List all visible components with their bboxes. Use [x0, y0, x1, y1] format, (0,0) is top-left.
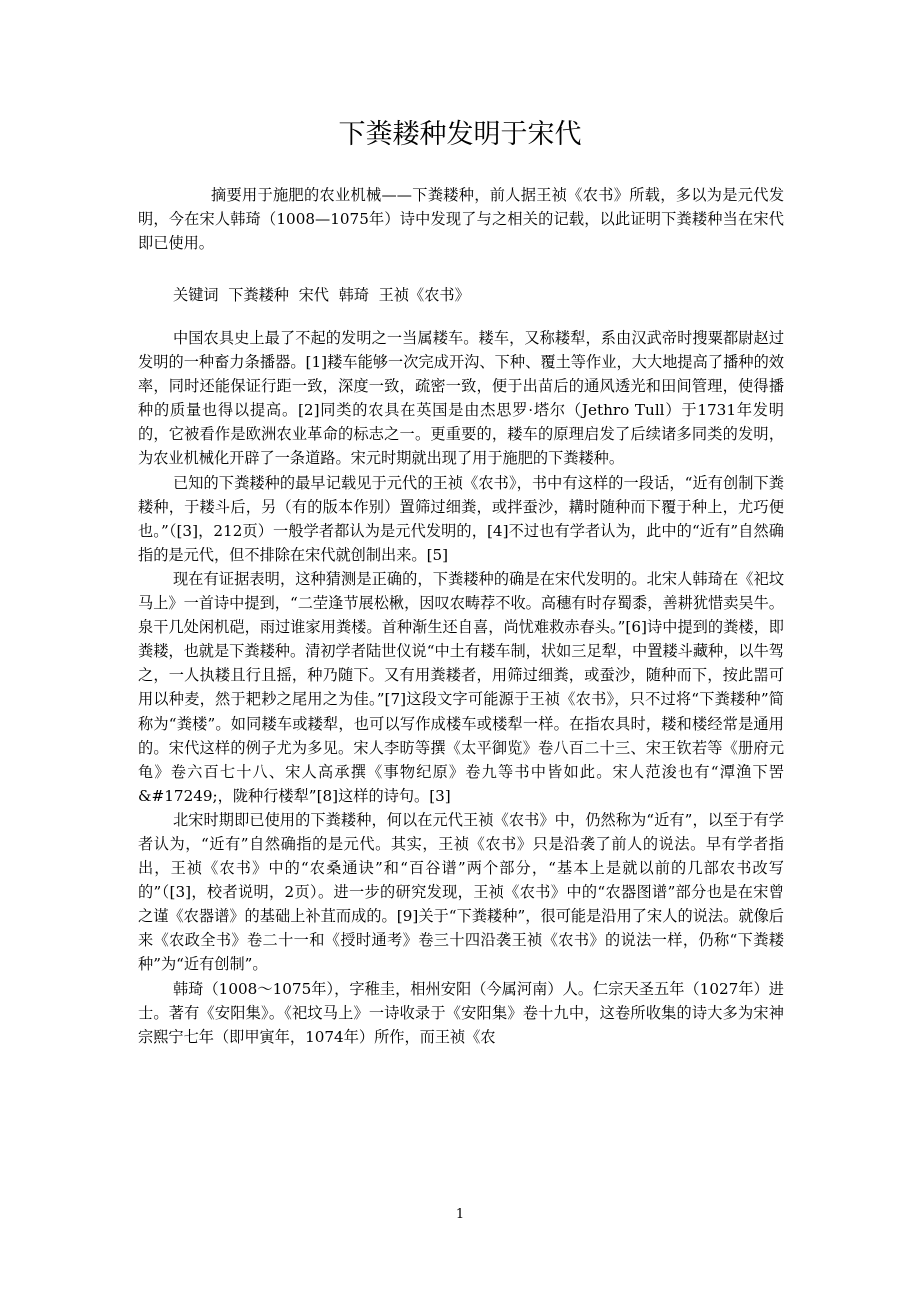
body-paragraph: 韩琦（1008～1075年），字稚圭，相州安阳（今属河南）人。仁宗天圣五年（1027年）进士。著有《安阳集》。《祀坟马上》一诗收录于《安阳集》卷十九中，这卷所收集的诗大多为宋神宗熙宁七年（即甲寅年，1074年）所作，而王祯《农: [138, 979, 784, 1046]
body-paragraph: 北宋时期即已使用的下粪耧种，何以在元代王祯《农书》中，仍然称为“近有”，以至于有学者认为，“近有”自然确指的是元代。其实，王祯《农书》只是沿袭了前人的说法。早有学者指出，王祯《农书》中的“农桑通诀”和“百谷谱”两个部分，“基本上是就以前的几部农书改写的”（[3]，校者说明，2页）。进一步的研究发现，王祯《农书》中的“农器图谱”部分也是在宋曾之谨《农器谱》的基础上补苴而成的。[9]关于“下粪耧种”，很可能是沿用了宋人的说法。就像后来《农政全书》卷二十一和《授时通考》卷三十四沿袭王祯《农书》的说法一样，仍称“下粪耧种”为“近有创制”。: [138, 810, 784, 974]
body-paragraph: 现在有证据表明，这种猜测是正确的，下粪耧种的确是在宋代发明的。北宋人韩琦在《祀坟马上》一首诗中提到，“二茔逢节展松楸，因叹农畴荐不收。高穗有时存蜀黍，善耕犹惜卖吴牛。泉干几处闲机硙，雨过谁家用粪楼。首种渐生还自喜，尚忧难救赤春头。”[6]诗中提到的粪楼，即粪耧，也就是下粪耧种。清初学者陆世仪说“中土有耧车制，状如三足犁，中置耧斗藏种，以牛驾之，一人执耧且行且摇，种乃随下。又有用粪耧者，用筛过细粪，或蚕沙，随种而下，按此噐可用以种麦，然于耙耖之尾用之为佳。”[7]这段文字可能源于王祯《农书》，只不过将“下粪耧种”简称为“粪楼”。如同耧车或耧犁，也可以写作成楼车或楼犁一样。在指农具时，耧和楼经常是通用的。宋代这样的例子尤为多见。宋人李昉等撰《太平御览》卷八百二十三、宋王钦若等《册府元龟》卷六百七十八、宋人高承撰《事物纪原》卷九等书中皆如此。宋人范浚也有“潭渔下罟&#17249;，陇种行楼犁”[8]这样的诗句。[3]: [138, 569, 784, 805]
page-number: 1: [455, 1207, 465, 1222]
keywords-section: [138, 283, 784, 307]
body-section: [138, 326, 784, 1049]
body-paragraph: 已知的下粪耧种的最早记载见于元代的王祯《农书》，书中有这样的一段话，“近有创制下粪耧种，于耧斗后，另（有的版本作别）置筛过细粪，或拌蚕沙，耩时随种而下覆于种上，尤巧便也。”（[3]，212页）一般学者都认为是元代发明的，[4]不过也有学者认为，此中的“近有”自然确指的是元代，但不排除在宋代就创制出来。[5]: [138, 473, 784, 564]
abstract-text: 摘要用于施肥的农业机械——下粪耧种，前人据王祯《农书》所载，多以为是元代发明，今在宋人韩琦（1008—1075年）诗中发现了与之相关的记载，以此证明下粪耧种当在宋代即已使用。: [138, 186, 784, 253]
keywords-text: 关键词 下粪耧种 宋代 韩琦 王祯《农书》: [173, 286, 470, 304]
document-title: 下粪耧种发明于宋代: [338, 119, 582, 150]
body-paragraph: 中国农具史上最了不起的发明之一当属耧车。耧车，又称耧犁，系由汉武帝时搜粟都尉赵过发明的一种畜力条播器。[1]耧车能够一次完成开沟、下种、覆土等作业，大大地提高了播种的效率，同时还能保证行距一致，深度一致，疏密一致，便于出苗后的通风透光和田间管理，使得播种的质量也得以提高。[2]同类的农具在英国是由杰思罗·塔尔（Jethro Tull）于1731年发明的，它被看作是欧洲农业革命的标志之一。更重要的，耧车的原理启发了后续诸多同类的发明，为农业机械化开辟了一条道路。宋元时期就出现了用于施肥的下粪耧种。: [138, 329, 784, 468]
abstract-section: [138, 183, 784, 255]
